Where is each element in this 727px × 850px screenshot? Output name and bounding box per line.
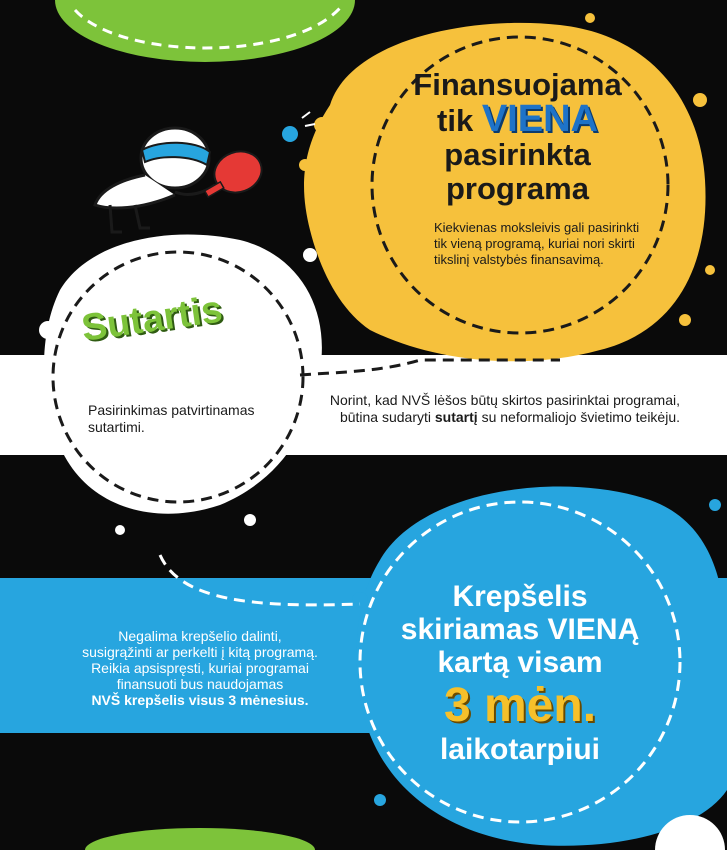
blue-band-line3: Reikia apsispręsti, kuriai programai [91,660,309,676]
blue-title-line2: skiriamas VIENĄ [400,613,640,646]
blue-band-line4: finansuoti bus naudojamas [116,676,284,692]
white-band-text-bold: sutartį [434,409,478,425]
blue-band-bold-a: NVŠ krepšelis [91,692,185,708]
white-bubble-body: Pasirinkimas patvirtinamas sutartimi. [88,402,255,435]
white-splash [29,234,322,535]
table-tennis-figure-icon [95,128,215,232]
blue-band-line5 [55,692,345,708]
blue-title-line1: Krepšelis [452,580,588,613]
yellow-title-tik: tik [437,103,482,138]
yellow-title-line2 [395,98,640,140]
blue-title-line5: laikotarpiui [439,733,601,766]
blue-band-line1: Negalima krepšelio dalinti, [118,628,282,644]
white-band-text [300,392,680,426]
white-bubble-title: Sutartis [79,288,225,350]
yellow-title-line1: Finansuojama [413,67,622,102]
yellow-title-viena: VIENA [481,98,598,140]
white-band-text-before: Norint, kad NVŠ lėšos būtų skirtos pasirinktai programai, būtina sudaryti [329,392,680,425]
blue-title-line3: kartą visam [437,646,603,679]
ball-icon [282,112,315,142]
yellow-title-line4: programa [446,171,589,206]
paddle-icon [205,145,268,199]
blue-title-line4: 3 mėn. [443,679,597,732]
yellow-bubble-body: Kiekvienas moksleivis gali pasirinkti tik vieną programą, kuriai nori skirti tikslinį valstybės finansavimą. [434,220,640,267]
white-band-text-after: su neformaliojo švietimo teikėju. [477,409,680,425]
green-splash-top [55,0,355,62]
blue-band-line2: susigrąžinti ar perkelti į kitą programą. [82,644,318,660]
blue-band-bold-b: visus 3 mėnesius. [188,692,309,708]
yellow-bubble-title [395,68,640,206]
blue-band-text [55,628,345,708]
yellow-title-line3: pasirinkta [444,137,591,172]
blue-bubble-title [370,580,670,766]
